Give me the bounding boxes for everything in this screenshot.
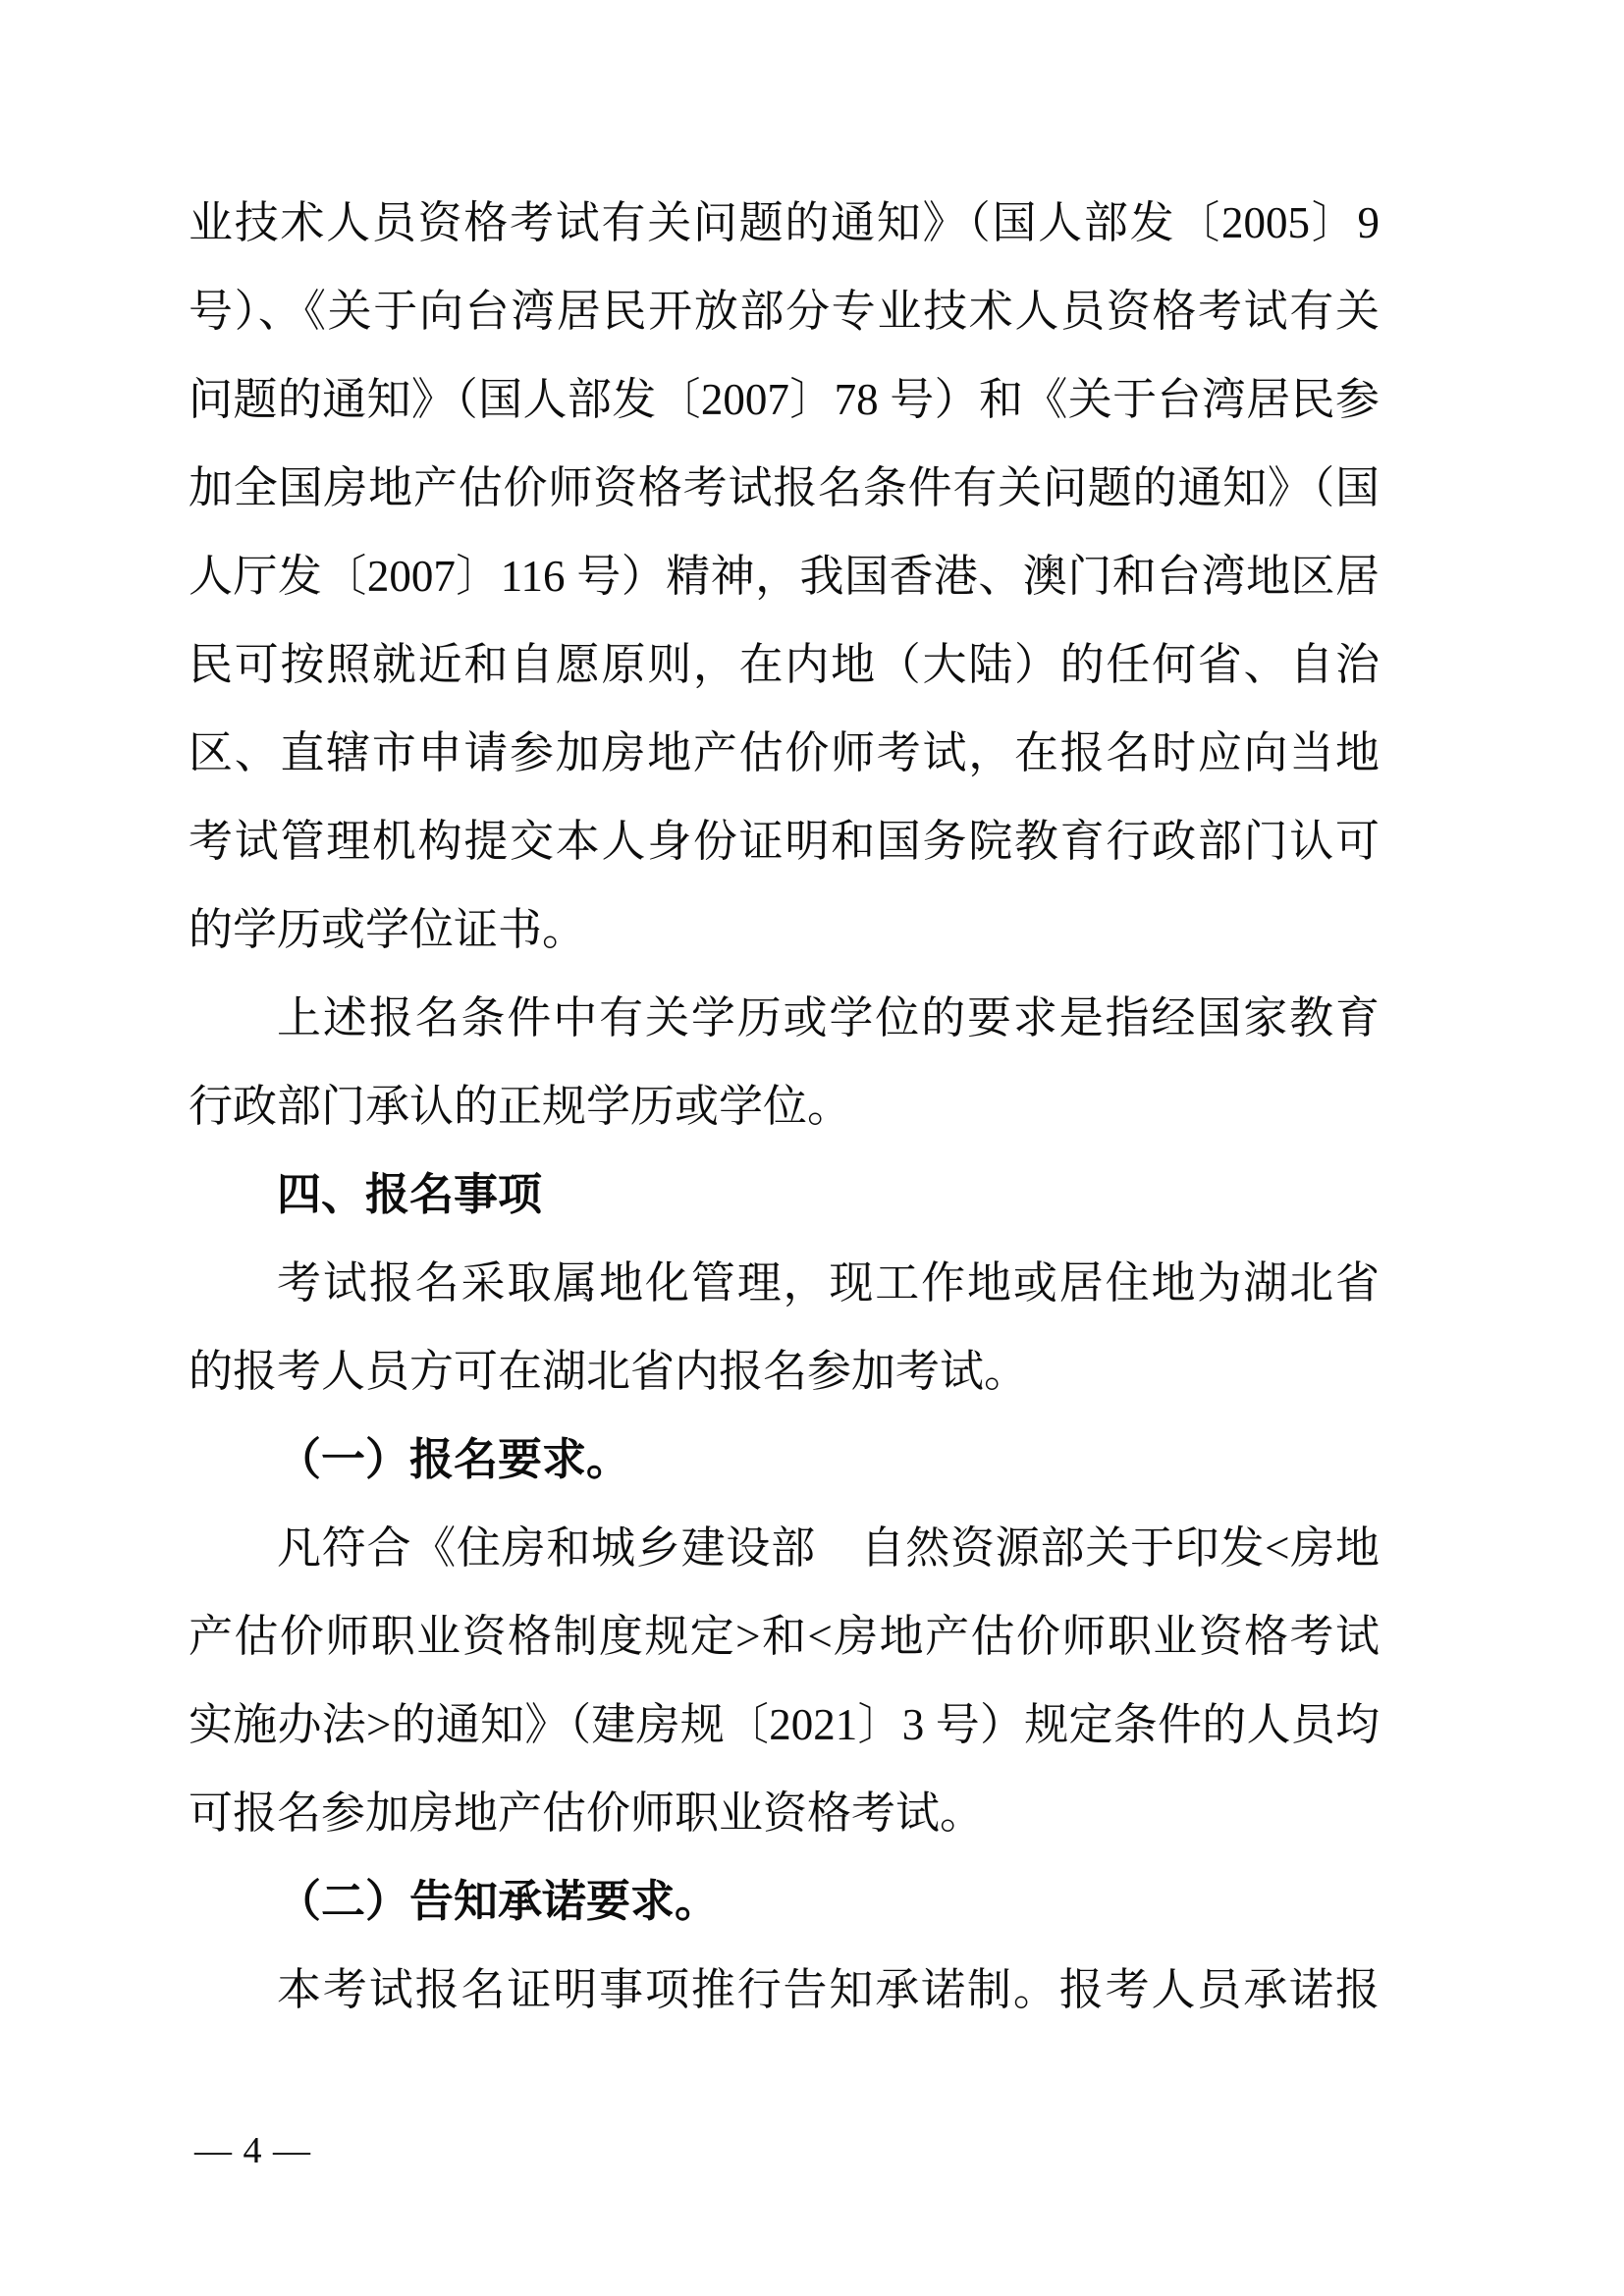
text-line: 上述报名条件中有关学历或学位的要求是指经国家教育 <box>277 993 1380 1042</box>
text-line: 加全国房地产估价师资格考试报名条件有关问题的通知》（国 <box>189 463 1380 512</box>
text-line: 的报考人员方可在湖北省内报名参加考试。 <box>189 1347 1029 1396</box>
text-line: 问题的通知》（国人部发〔2007〕78 号）和《关于台湾居民参 <box>189 375 1380 424</box>
text-line: 产估价师职业资格制度规定>和<房地产估价师职业资格考试 <box>189 1612 1380 1661</box>
page-number: — 4 — <box>194 2130 311 2171</box>
text-line: 考试报名采取属地化管理，现工作地或居住地为湖北省 <box>277 1258 1380 1308</box>
text-line: 人厅发〔2007〕116 号）精神，我国香港、澳门和台湾地区居 <box>189 552 1380 601</box>
text-line: 行政部门承认的正规学历或学位。 <box>189 1082 852 1131</box>
text-line: 号）、《关于向台湾居民开放部分专业技术人员资格考试有关 <box>189 287 1380 336</box>
text-line: 本考试报名证明事项推行告知承诺制。报考人员承诺报 <box>277 1965 1380 2014</box>
text-content <box>189 179 1380 2034</box>
text-line: 凡符合《住房和城乡建设部 自然资源部关于印发<房地 <box>277 1523 1380 1573</box>
section-heading: 四、报名事项 <box>277 1169 543 1219</box>
text-line: 业技术人员资格考试有关问题的通知》（国人部发〔2005〕9 <box>189 198 1380 247</box>
text-line: 考试管理机构提交本人身份证明和国务院教育行政部门认可 <box>189 817 1380 866</box>
subsection-heading-1: （一）报名要求。 <box>277 1435 631 1484</box>
text-line: 的学历或学位证书。 <box>189 905 587 954</box>
text-line: 实施办法>的通知》（建房规〔2021〕3 号）规定条件的人员均 <box>189 1700 1380 1749</box>
text-line: 区、直辖市申请参加房地产估价师考试，在报名时应向当地 <box>189 728 1380 777</box>
subsection-heading-2: （二）告知承诺要求。 <box>277 1877 720 1926</box>
text-line: 民可按照就近和自愿原则，在内地（大陆）的任何省、自治 <box>189 640 1380 689</box>
text-line: 可报名参加房地产估价师职业资格考试。 <box>189 1789 985 1838</box>
